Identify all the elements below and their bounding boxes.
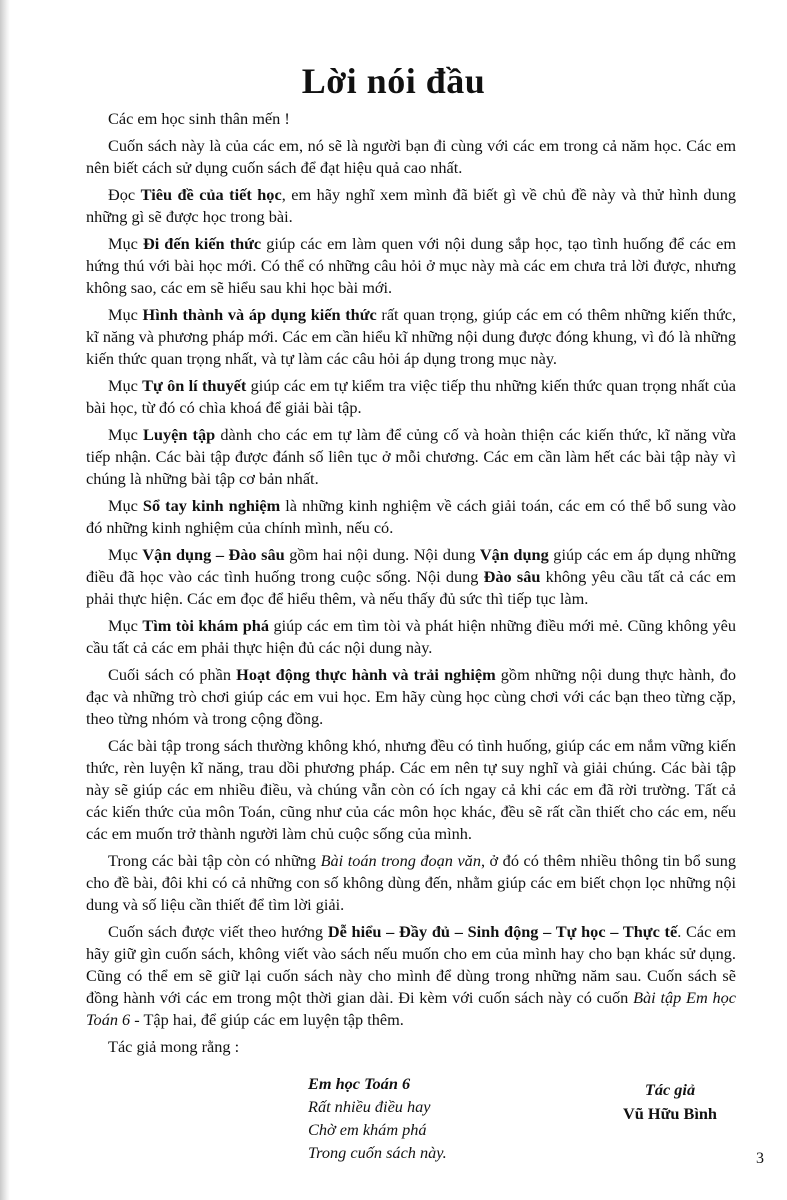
term-workbook: Bài tập Em học Toán 6	[86, 988, 736, 1029]
term-practical-activities: Hoạt động thực hành và trải nghiệm	[236, 665, 496, 684]
paragraph-14: Tác giả mong rằng :	[108, 1037, 240, 1056]
signature-name: Vũ Hữu Bình	[623, 1104, 717, 1123]
poem-line-2: Chờ em khám phá	[308, 1120, 427, 1139]
term-explore: Tìm tòi khám phá	[142, 616, 269, 635]
paragraph-5: Mục Tự ôn lí thuyết giúp các em tự kiểm tra việc tiếp thu những kiến thức quan trọng nhất của bài học, từ đó có chìa khoá để giải bài tập.	[86, 376, 736, 417]
poem-line-1: Rất nhiều điều hay	[308, 1097, 431, 1116]
term-word-problems: Bài toán trong đoạn văn	[320, 851, 481, 870]
term-apply: Vận dụng	[479, 545, 549, 564]
signature-role: Tác giả	[644, 1080, 696, 1099]
paragraph-7: Mục Sổ tay kinh nghiệm là những kinh nghiệm về cách giải toán, các em có thể bổ sung vào đó những kinh nghiệm của chính mình, nếu có.	[86, 496, 736, 537]
page-number: 3	[756, 1150, 764, 1167]
paragraph-9: Mục Tìm tòi khám phá giúp các em tìm tòi và phát hiện những điều mới mẻ. Cũng không yêu cầu tất cả các em phải thực hiện đủ các nội dung này.	[86, 616, 736, 657]
term-knowledge-section: Hình thành và áp dụng kiến thức	[142, 305, 377, 324]
poem-line-3: Trong cuốn sách này.	[308, 1143, 447, 1162]
paragraph-1: Cuốn sách này là của các em, nó sẽ là người bạn đi cùng với các em trong cả năm học. Các em nên biết cách sử dụng cuốn sách để đạt hiệu quả cao nhất.	[86, 136, 736, 177]
term-principles: Dễ hiểu – Đầy đủ – Sinh động – Tự học – Thực tế	[327, 922, 678, 941]
paragraph-6: Mục Luyện tập dành cho các em tự làm để củng cố và hoàn thiện các kiến thức, kĩ năng vừa tiếp nhận. Các bài tập được đánh số liên tục ở mỗi chương. Các em cần làm hết các bài tập này vì chúng là những bài tập cơ bản nhất.	[86, 425, 736, 488]
term-apply-deepen: Vận dụng – Đào sâu	[142, 545, 285, 564]
term-self-review: Tự ôn lí thuyết	[142, 376, 247, 395]
term-lesson-title: Tiêu đề của tiết học	[140, 185, 282, 204]
page-title: Lời nói đầu	[301, 61, 486, 101]
signature	[600, 1078, 740, 1126]
paragraph-8: Mục Vận dụng – Đào sâu gồm hai nội dung. Nội dung Vận dụng giúp các em áp dụng những điều đã học vào các tình huống trong cuộc sống. Nội dung Đào sâu không yêu cầu tất cả các em phải thực hiện. Các em đọc để hiểu thêm, và nếu thấy đủ sức thì tiếp tục làm.	[86, 545, 736, 608]
term-notebook: Sổ tay kinh nghiệm	[142, 496, 281, 515]
term-practice: Luyện tập	[143, 425, 216, 444]
greeting: Các em học sinh thân mến !	[108, 109, 290, 128]
paragraph-11: Các bài tập trong sách thường không khó, nhưng đều có tình huống, giúp các em nắm vững kiến thức, rèn luyện kĩ năng, trau dồi phương pháp. Các em nên tự suy nghĩ và giải chúng. Các bài tập này sẽ giúp các em nhiều điều, và chúng vẫn còn có ích ngay cả khi các em đã rời trường. Tất cả các kiến thức của môn Toán, cũng như của các môn học khác, đều sẽ rất cần thiết cho các em, nếu các em muốn trở thành người làm chủ cuộc sống của mình.	[86, 736, 736, 843]
term-intro-section: Đi đến kiến thức	[142, 234, 262, 253]
poem-title: Em học Toán 6	[308, 1074, 411, 1093]
term-deepen: Đào sâu	[483, 567, 541, 586]
paragraph-2: Đọc Tiêu đề của tiết học, em hãy nghĩ xem mình đã biết gì về chủ đề này và thử hình dung những gì sẽ được học trong bài.	[86, 185, 736, 226]
preface-body	[86, 108, 736, 1164]
paragraph-13: Cuốn sách được viết theo hướng Dễ hiểu – Đầy đủ – Sinh động – Tự học – Thực tế. Các em hãy giữ gìn cuốn sách, không viết vào sách nếu muốn cho em của mình hay cho bạn khác sử dụng. Cũng có thể em sẽ giữ lại cuốn sách này cho mình để dùng trong những năm sau. Cuốn sách sẽ đồng hành với các em trong một thời gian dài. Đi kèm với cuốn sách này có cuốn Bài tập Em học Toán 6 - Tập hai, để giúp các em luyện tập thêm.	[86, 922, 736, 1029]
paragraph-3: Mục Đi đến kiến thức giúp các em làm quen với nội dung sắp học, tạo tình huống để các em hứng thú với bài học mới. Có thể có những câu hỏi ở mục này mà các em chưa trả lời được, nhưng không sao, các em sẽ hiểu sau khi học bài mới.	[86, 234, 736, 297]
paragraph-12: Trong các bài tập còn có những Bài toán trong đoạn văn, ở đó có thêm nhiều thông tin bổ sung cho đề bài, đôi khi có cả những con số không dùng đến, nhằm giúp các em biết chọn lọc những nội dung và số liệu cần thiết để tìm lời giải.	[86, 851, 737, 914]
paragraph-4: Mục Hình thành và áp dụng kiến thức rất quan trọng, giúp các em có thêm những kiến thức, kĩ năng và phương pháp mới. Các em cần hiểu kĩ những nội dung được đóng khung, vì đó là những kiến thức quan trọng nhất, và tự làm các câu hỏi áp dụng trong mục này.	[86, 305, 737, 368]
paragraph-10: Cuối sách có phần Hoạt động thực hành và trải nghiệm gồm những nội dung thực hành, đo đạc và những trò chơi giúp các em vui học. Em hãy cùng học cùng chơi với các bạn theo từng cặp, theo từng nhóm và trong cộng đồng.	[86, 665, 737, 728]
